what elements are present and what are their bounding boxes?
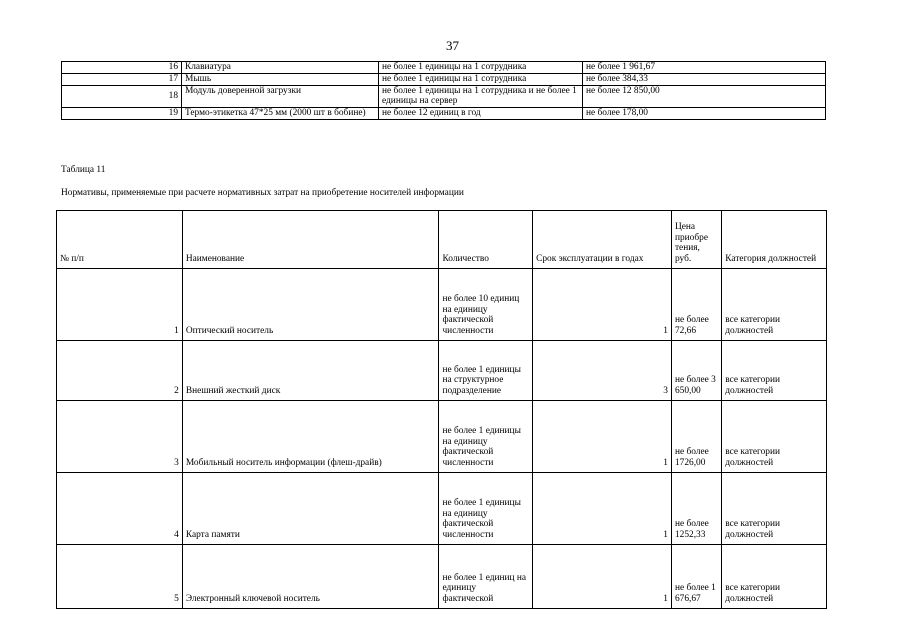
table-11-label: Таблица 11	[61, 165, 106, 175]
table-row	[62, 62, 826, 74]
row-number: 5	[57, 545, 183, 609]
table-row	[57, 545, 827, 609]
table-11-body	[57, 211, 827, 609]
table-10-continuation	[61, 61, 826, 120]
table-11-header-row	[57, 211, 827, 269]
item-category: все категории должностей	[722, 545, 827, 609]
header-term: Срок эксплуатации в годах	[533, 211, 672, 269]
header-quantity: Количество	[439, 211, 533, 269]
item-price: не более 384,33	[583, 73, 826, 85]
row-number: 1	[57, 269, 183, 341]
item-quantity: не более 1 единицы на 1 сотрудника и не более 1 единицы на сервер	[379, 85, 583, 108]
header-price: Цена приобре тения, руб.	[671, 211, 721, 269]
item-name: Электронный ключевой носитель	[182, 545, 439, 609]
item-quantity: не более 1 единицы на структурное подразделение	[439, 341, 533, 401]
item-name: Мышь	[182, 73, 379, 85]
item-name: Модуль доверенной загрузки	[182, 85, 379, 108]
table-row	[62, 108, 826, 120]
item-term: 1	[533, 545, 672, 609]
item-category: все категории должностей	[722, 473, 827, 545]
item-name: Карта памяти	[182, 473, 439, 545]
row-number: 19	[62, 108, 182, 120]
header-category: Категория должностей	[722, 211, 827, 269]
item-quantity: не более 1 единиц на единицу фактической	[439, 545, 533, 609]
row-number: 4	[57, 473, 183, 545]
item-price: не более 3 650,00	[671, 341, 721, 401]
item-price: не более 1726,00	[671, 401, 721, 473]
item-quantity: не более 12 единиц в год	[379, 108, 583, 120]
item-category: все категории должностей	[722, 341, 827, 401]
item-quantity: не более 1 единицы на единицу фактической численности	[439, 401, 533, 473]
item-name: Термо-этикетка 47*25 мм (2000 шт в бобине)	[182, 108, 379, 120]
item-term: 3	[533, 341, 672, 401]
table-row	[57, 401, 827, 473]
table-row	[57, 473, 827, 545]
table-row	[62, 73, 826, 85]
table-11	[56, 210, 827, 609]
item-term: 1	[533, 269, 672, 341]
item-quantity: не более 10 единиц на единицу фактической численности	[439, 269, 533, 341]
item-name: Оптический носитель	[182, 269, 439, 341]
item-quantity: не более 1 единицы на 1 сотрудника	[379, 73, 583, 85]
table-10-body	[62, 62, 826, 120]
header-name: Наименование	[182, 211, 439, 269]
item-price: не более 1 961,67	[583, 62, 826, 74]
item-price: не более 1 676,67	[671, 545, 721, 609]
table-row	[57, 269, 827, 341]
table-row	[57, 341, 827, 401]
item-price: не более 12 850,00	[583, 85, 826, 108]
row-number: 3	[57, 401, 183, 473]
item-term: 1	[533, 473, 672, 545]
table-11-title: Нормативы, применяемые при расчете нормативных затрат на приобретение носителей информации	[61, 188, 464, 198]
page-number: 37	[446, 38, 459, 53]
item-price: не более 72,66	[671, 269, 721, 341]
item-quantity: не более 1 единицы на 1 сотрудника	[379, 62, 583, 74]
row-number: 2	[57, 341, 183, 401]
item-name: Мобильный носитель информации (флеш-драйв)	[182, 401, 439, 473]
item-price: не более 178,00	[583, 108, 826, 120]
item-name: Клавиатура	[182, 62, 379, 74]
table-row	[62, 85, 826, 108]
item-category: все категории должностей	[722, 401, 827, 473]
row-number: 16	[62, 62, 182, 74]
row-number: 18	[62, 85, 182, 108]
item-quantity: не более 1 единицы на единицу фактической численности	[439, 473, 533, 545]
item-name: Внешний жесткий диск	[182, 341, 439, 401]
row-number: 17	[62, 73, 182, 85]
header-number: № п/п	[57, 211, 183, 269]
item-category: все категории должностей	[722, 269, 827, 341]
item-term: 1	[533, 401, 672, 473]
item-price: не более 1252,33	[671, 473, 721, 545]
